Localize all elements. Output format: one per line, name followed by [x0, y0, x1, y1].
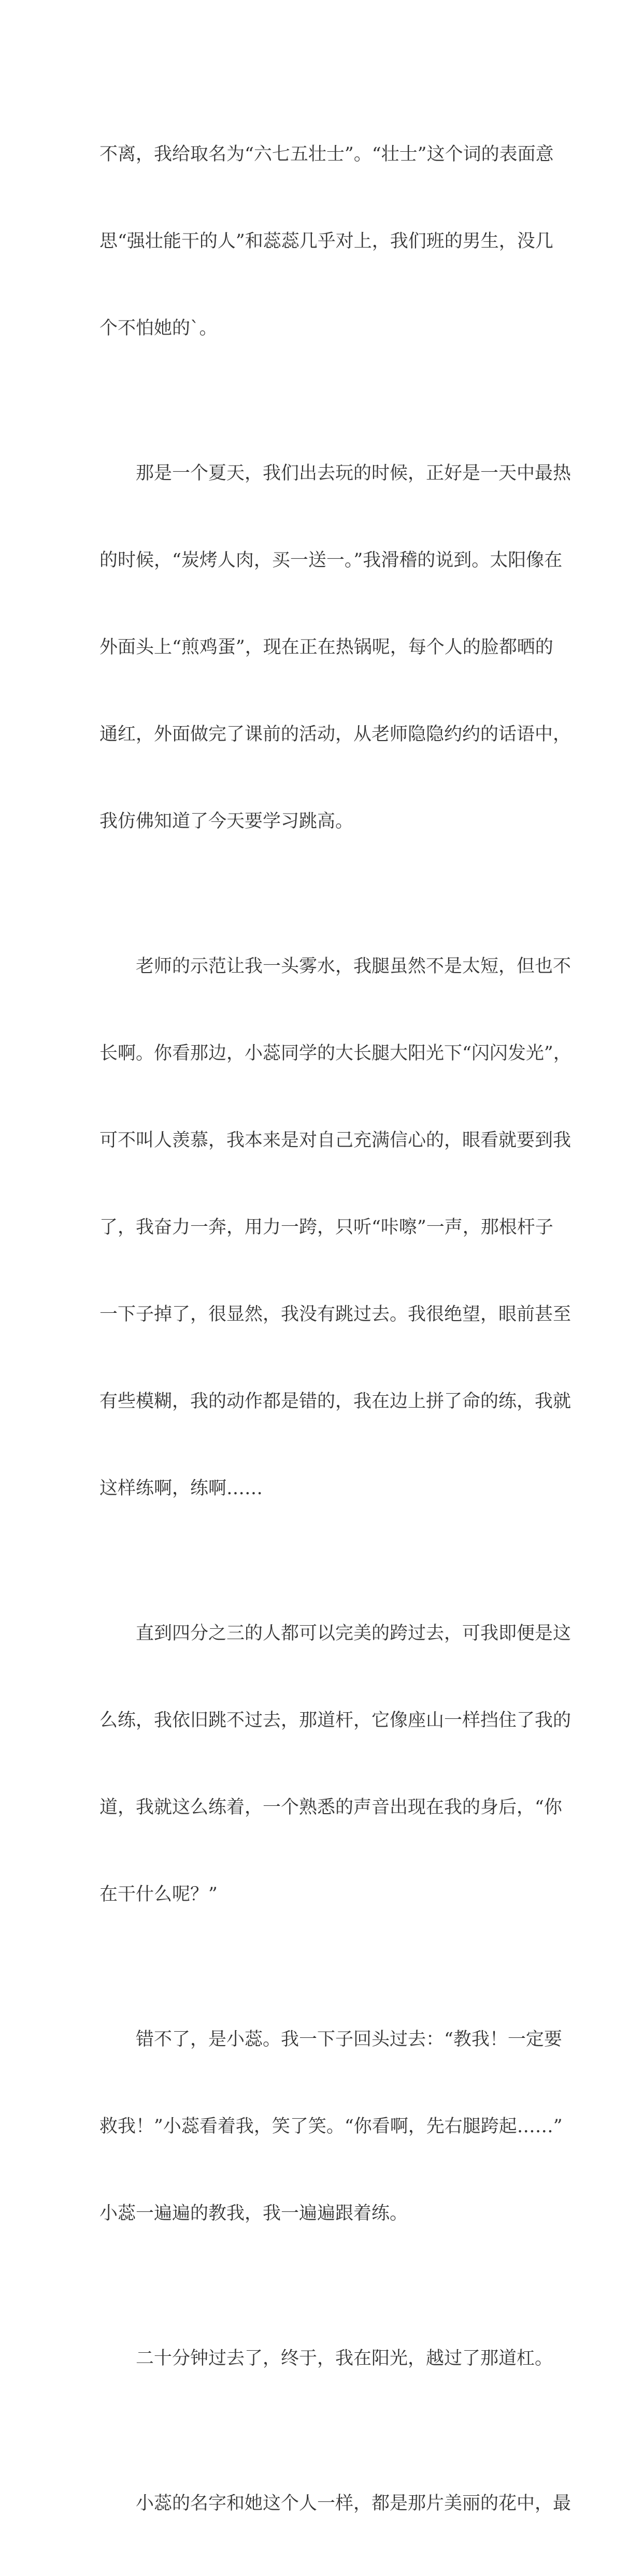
paragraph: [99, 2286, 553, 2431]
text-line: 么练，我依旧跳不过去，那道杆，它像座山一样挡住了我的: [99, 1710, 571, 1731]
text-line: 可不叫人羡慕，我本来是对自己充满信心的，眼看就要到我: [99, 1130, 571, 1151]
text-line: 思“强壮能干的人”和蕊蕊几乎对上，我们班的男生，没几: [99, 231, 553, 252]
text-line: 错不了，是小蕊。我一下子回头过去：“教我！一定要: [99, 2029, 562, 2050]
text-line: 了，我奋力一奔，用力一跨，只听“咔嚓”一声，那根杆子: [99, 1217, 553, 1238]
text-line: 小蕊一遍遍的教我，我一遍遍跟着练。: [99, 2203, 408, 2224]
text-line: 那是一个夏天，我们出去玩的时候，正好是一天中最热: [99, 463, 571, 484]
body-text: [99, 82, 571, 2576]
text-line: 救我！”小蕊看着我，笑了笑。“你看啊，先右腿跨起……”: [99, 2116, 563, 2137]
text-line: 在干什么呢？”: [99, 1884, 218, 1905]
text-line: 个不怕她的`。: [99, 318, 218, 339]
text-line: 的时候，“炭烤人肉，买一送一。”我滑稽的说到。太阳像在: [99, 550, 563, 571]
text-line: 长啊。你看那边，小蕊同学的大长腿大阳光下“闪闪发光”，: [99, 1043, 571, 1064]
text-line: 直到四分之三的人都可以完美的跨过去，可我即便是这: [99, 1623, 571, 1644]
text-line: 一下子掉了，很显然，我没有跳过去。我很绝望，眼前甚至: [99, 1304, 571, 1325]
paragraph: [99, 894, 571, 1561]
paragraph: [99, 82, 554, 401]
text-line: 二十分钟过去了，终于，我在阳光，越过了那道杠。: [99, 2348, 553, 2369]
text-line: 小蕊的名字和她这个人一样，都是那片美丽的花中，最: [99, 2493, 571, 2514]
text-line: 不离，我给取名为“六七五壮士”。“壮士”这个词的表面意: [99, 144, 554, 165]
text-line: 这样练啊，练啊……: [99, 1478, 263, 1499]
text-line: 我仿佛知道了今天要学习跳高。: [99, 811, 354, 832]
text-line: 老师的示范让我一头雾水，我腿虽然不是太短，但也不: [99, 956, 571, 977]
text-line: 有些模糊，我的动作都是错的，我在边上拼了命的练，我就: [99, 1391, 571, 1412]
paragraph: [99, 1561, 571, 1967]
text-line: 通红，外面做完了课前的活动，从老师隐隐约约的话语中，: [99, 724, 571, 745]
text-line: 道，我就这么练着，一个熟悉的声音出现在我的身后，“你: [99, 1797, 562, 1818]
text-line: 外面头上“煎鸡蛋”，现在正在热锅呢，每个人的脸都晒的: [99, 637, 553, 658]
paragraph: [99, 1967, 563, 2286]
paragraph: [99, 2431, 571, 2576]
paragraph: [99, 401, 571, 894]
